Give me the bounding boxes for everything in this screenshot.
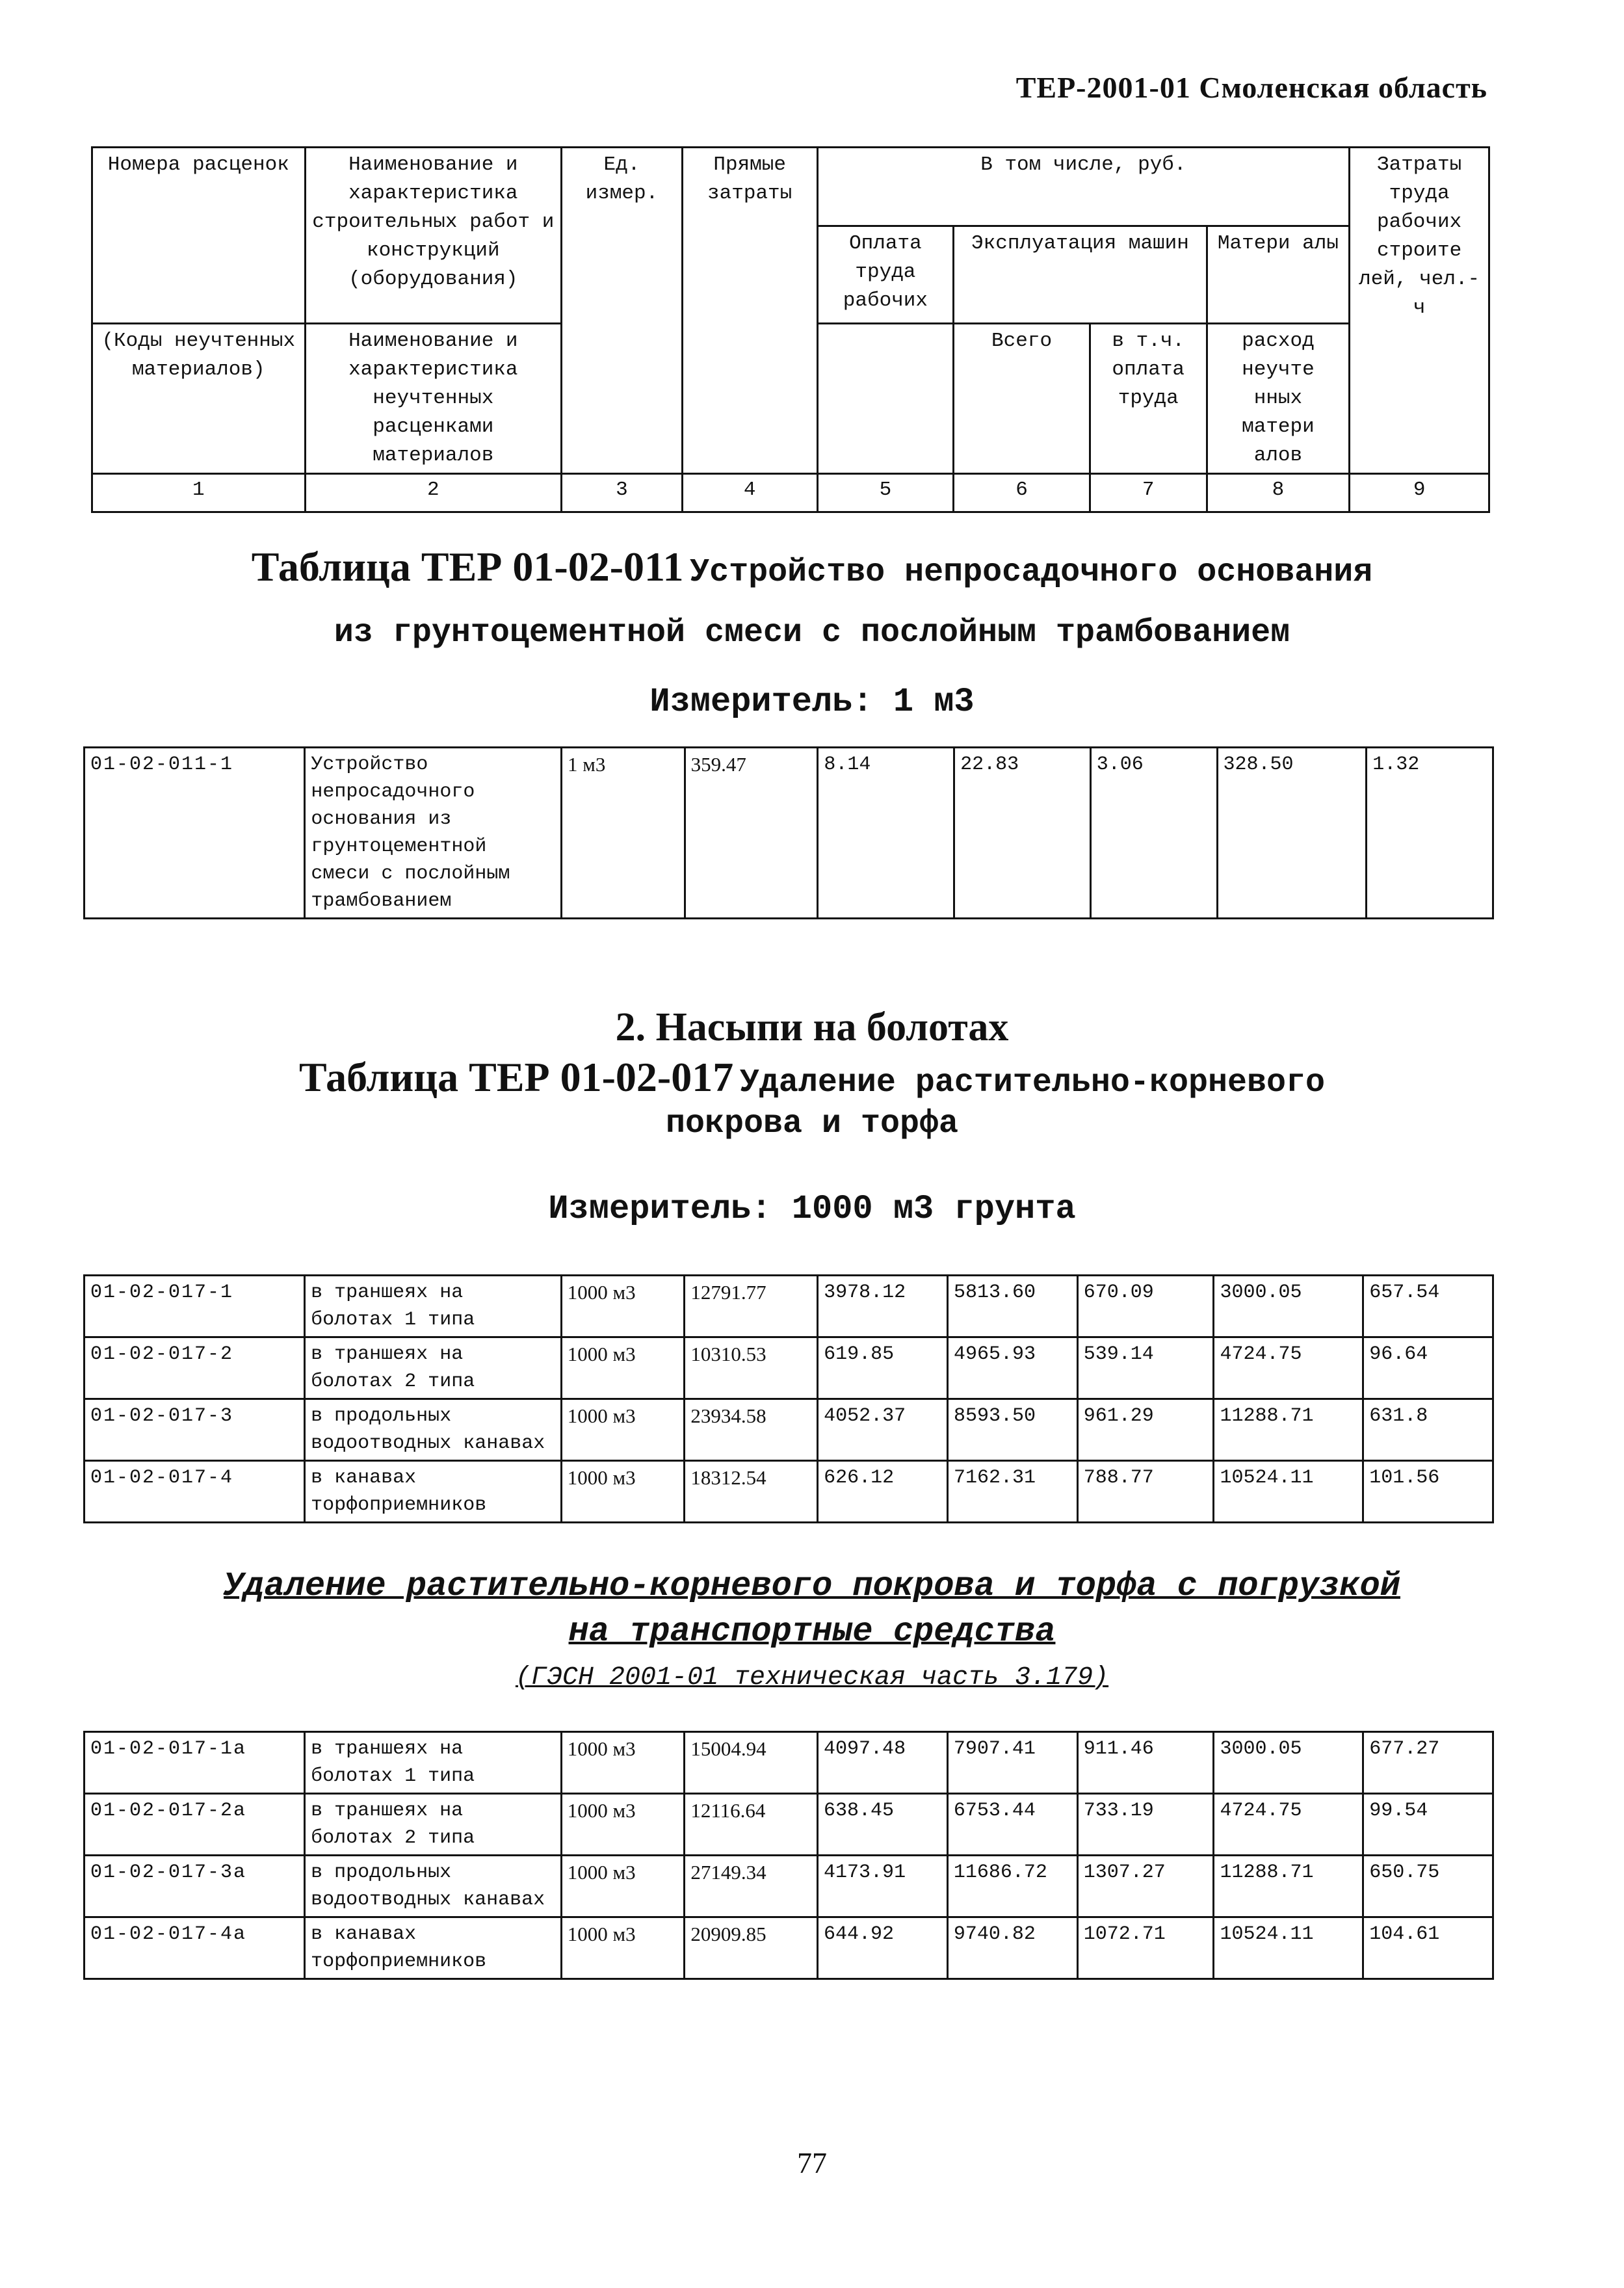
value-cell: 631.8 [1363, 1399, 1493, 1461]
value-cell: 20909.85 [685, 1917, 818, 1979]
table-row [85, 1917, 1493, 1979]
value-cell: 27149.34 [685, 1856, 818, 1917]
value-cell: 12116.64 [685, 1794, 818, 1856]
value-cell: 10524.11 [1214, 1917, 1363, 1979]
header-cell-materials: Матери алы [1207, 226, 1350, 324]
value-cell: 22.83 [954, 748, 1091, 919]
subsection-reference-line [0, 1663, 1624, 1692]
table1-unit-line: Измеритель: 1 м3 [649, 683, 975, 721]
value-cell: 4724.75 [1214, 1794, 1363, 1856]
unit-cell: 1000 м3 [561, 1794, 685, 1856]
value-cell: 4097.48 [818, 1732, 948, 1794]
unit-cell: 1 м3 [562, 748, 685, 919]
column-number: 4 [682, 474, 817, 512]
value-cell: 9740.82 [947, 1917, 1077, 1979]
table-row [85, 1856, 1493, 1917]
value-cell: 104.61 [1363, 1917, 1493, 1979]
value-cell: 788.77 [1077, 1461, 1214, 1523]
value-cell: 10524.11 [1214, 1461, 1363, 1523]
rate-code-cell: 01-02-017-2а [85, 1794, 305, 1856]
table3 [83, 1731, 1494, 1980]
unit-cell: 1000 м3 [561, 1917, 685, 1979]
table-row [85, 1732, 1493, 1794]
header-cell-labor-pay: Оплата труда рабочих [817, 226, 954, 324]
value-cell: 15004.94 [685, 1732, 818, 1794]
column-number: 3 [562, 474, 683, 512]
table-row [85, 1337, 1493, 1399]
value-cell: 670.09 [1077, 1276, 1214, 1337]
value-cell: 8.14 [818, 748, 954, 919]
value-cell: 10310.53 [685, 1337, 818, 1399]
section-title: 2. Насыпи на болотах [615, 1005, 1009, 1049]
header-cell-machines: Эксплуатация машин [954, 226, 1207, 324]
work-name-cell: в продольных водоотводных канавах [305, 1856, 562, 1917]
rate-code-cell: 01-02-017-2 [85, 1337, 305, 1399]
value-cell: 359.47 [685, 748, 818, 919]
table2-title-rest: Удаление растительно-корневого [739, 1064, 1325, 1101]
value-cell: 626.12 [818, 1461, 948, 1523]
value-cell: 650.75 [1363, 1856, 1493, 1917]
subsection-title-cont: на транспортные средства [568, 1612, 1056, 1651]
value-cell: 1.32 [1367, 748, 1493, 919]
value-cell: 11288.71 [1214, 1856, 1363, 1917]
work-name-cell: Устройство непросадочного основания из грунтоцементной смеси с послойным трамбованием [305, 748, 562, 919]
value-cell: 4724.75 [1214, 1337, 1363, 1399]
column-number: 8 [1207, 474, 1350, 512]
table1 [83, 746, 1494, 919]
value-cell: 3000.05 [1214, 1276, 1363, 1337]
value-cell: 5813.60 [947, 1276, 1077, 1337]
table1-title-rest: Устройство непросадочного основания [690, 554, 1373, 591]
value-cell: 3978.12 [818, 1276, 948, 1337]
table2 [83, 1274, 1494, 1523]
value-cell: 1307.27 [1077, 1856, 1214, 1917]
column-number: 6 [954, 474, 1090, 512]
value-cell: 6753.44 [947, 1794, 1077, 1856]
table1-title-line2: из грунтоцементной смеси с послойным трамбованием [334, 614, 1290, 651]
value-cell: 11686.72 [947, 1856, 1077, 1917]
column-number: 5 [817, 474, 954, 512]
header-cell-rate-number: Номера расценок [92, 148, 306, 324]
value-cell: 961.29 [1077, 1399, 1214, 1461]
value-cell: 23934.58 [685, 1399, 818, 1461]
table2-unit-line: Измеритель: 1000 м3 грунта [548, 1190, 1076, 1228]
table-row [85, 1794, 1493, 1856]
unit-cell: 1000 м3 [561, 1732, 685, 1794]
subsection-title: Удаление растительно-корневого покрова и торфа с погрузкой [224, 1567, 1400, 1605]
table2-title-line2: покрова и торфа [665, 1105, 959, 1142]
value-cell: 539.14 [1077, 1337, 1214, 1399]
subsection-title-line1 [0, 1567, 1624, 1605]
table-row [85, 748, 1493, 919]
table1-title-bold: Таблица ТЕР 01-02-011 [251, 544, 684, 590]
table2-title-bold: Таблица ТЕР 01-02-017 [298, 1054, 734, 1100]
value-cell: 18312.54 [685, 1461, 818, 1523]
unit-cell: 1000 м3 [561, 1399, 685, 1461]
value-cell: 911.46 [1077, 1732, 1214, 1794]
rate-code-cell: 01-02-017-4 [85, 1461, 305, 1523]
column-number: 1 [92, 474, 306, 512]
rate-code-cell: 01-02-017-1 [85, 1276, 305, 1337]
value-cell: 12791.77 [685, 1276, 818, 1337]
value-cell: 7162.31 [947, 1461, 1077, 1523]
table2-title-line1 [0, 1053, 1624, 1101]
value-cell: 638.45 [818, 1794, 948, 1856]
table1-title-line1 [0, 543, 1624, 591]
value-cell: 7907.41 [947, 1732, 1077, 1794]
header-cell-unaccounted-codes: (Коды неучтенных материалов) [92, 324, 306, 474]
header-cell-empty [817, 324, 954, 474]
value-cell: 11288.71 [1214, 1399, 1363, 1461]
work-name-cell: в траншеях на болотах 1 типа [305, 1732, 562, 1794]
page-header-title: ТЕР-2001-01 Смоленская область [1015, 71, 1487, 104]
work-name-cell: в канавах торфоприемников [305, 1917, 562, 1979]
header-cell-unaccounted-consumption: расход неучте нных матери алов [1207, 324, 1350, 474]
header-cell-direct-costs: Прямые затраты [682, 148, 817, 474]
column-number: 7 [1090, 474, 1207, 512]
value-cell: 96.64 [1363, 1337, 1493, 1399]
work-name-cell: в траншеях на болотах 1 типа [305, 1276, 562, 1337]
work-name-cell: в канавах торфоприемников [305, 1461, 562, 1523]
value-cell: 677.27 [1363, 1732, 1493, 1794]
value-cell: 4052.37 [818, 1399, 948, 1461]
value-cell: 1072.71 [1077, 1917, 1214, 1979]
column-number: 9 [1350, 474, 1489, 512]
work-name-cell: в продольных водоотводных канавах [305, 1399, 562, 1461]
column-number: 2 [305, 474, 562, 512]
table-row [85, 1399, 1493, 1461]
value-cell: 733.19 [1077, 1794, 1214, 1856]
header-cell-unaccounted-materials: Наименование и характеристика неучтенных расценками материалов [305, 324, 562, 474]
table-row [85, 1461, 1493, 1523]
rate-code-cell: 01-02-011-1 [85, 748, 305, 919]
header-cell-labor-hours: Затраты труда рабочих строите лей, чел.-ч [1350, 148, 1489, 474]
value-cell: 8593.50 [947, 1399, 1077, 1461]
value-cell: 619.85 [818, 1337, 948, 1399]
value-cell: 657.54 [1363, 1276, 1493, 1337]
value-cell: 644.92 [818, 1917, 948, 1979]
header-cell-work-name: Наименование и характеристика строительных работ и конструкций (оборудования) [305, 148, 562, 324]
header-cell-unit: Ед. измер. [562, 148, 683, 474]
subsection-reference: (ГЭСН 2001-01 техническая часть 3.179) [515, 1663, 1109, 1692]
unit-cell: 1000 м3 [561, 1337, 685, 1399]
page-number: 77 [797, 2146, 827, 2179]
subsection-title-line2 [0, 1612, 1624, 1651]
value-cell: 3.06 [1090, 748, 1217, 919]
value-cell: 4965.93 [947, 1337, 1077, 1399]
rate-code-cell: 01-02-017-4а [85, 1917, 305, 1979]
value-cell: 4173.91 [818, 1856, 948, 1917]
value-cell: 3000.05 [1214, 1732, 1363, 1794]
unit-cell: 1000 м3 [561, 1856, 685, 1917]
value-cell: 99.54 [1363, 1794, 1493, 1856]
unit-cell: 1000 м3 [561, 1276, 685, 1337]
value-cell: 101.56 [1363, 1461, 1493, 1523]
header-cell-machines-pay: в т.ч. оплата труда [1090, 324, 1207, 474]
header-cell-including: В том числе, руб. [817, 148, 1350, 226]
table-row [85, 1276, 1493, 1337]
value-cell: 328.50 [1217, 748, 1367, 919]
work-name-cell: в траншеях на болотах 2 типа [305, 1337, 562, 1399]
rate-code-cell: 01-02-017-3 [85, 1399, 305, 1461]
unit-cell: 1000 м3 [561, 1461, 685, 1523]
rate-code-cell: 01-02-017-3а [85, 1856, 305, 1917]
work-name-cell: в траншеях на болотах 2 типа [305, 1794, 562, 1856]
rate-code-cell: 01-02-017-1а [85, 1732, 305, 1794]
header-cell-machines-total: Всего [954, 324, 1090, 474]
column-header-table [91, 146, 1490, 513]
